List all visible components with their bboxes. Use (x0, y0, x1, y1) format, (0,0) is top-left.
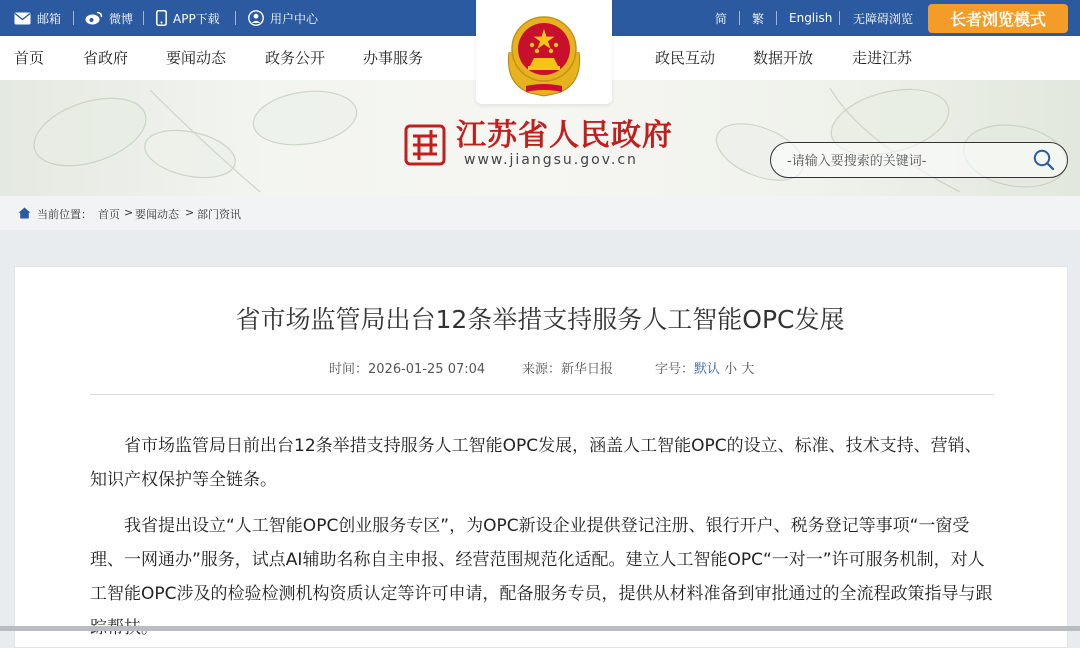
breadcrumb-separator: > (124, 206, 134, 219)
breadcrumb-current[interactable]: 部门资讯 (197, 208, 241, 221)
divider (739, 11, 740, 25)
font-size-small[interactable]: 小 (724, 362, 738, 377)
article-title: 省市场监管局出台12条举措支持服务人工智能OPC发展 (235, 305, 845, 334)
font-size-label: 字号： (655, 362, 695, 377)
divider (776, 11, 777, 25)
national-emblem[interactable] (476, 0, 612, 104)
article-time (329, 358, 485, 377)
divider (73, 11, 74, 25)
phone-icon (156, 10, 167, 26)
font-size-control (655, 358, 754, 377)
source-value: 新华日报 (561, 362, 614, 377)
nav-item-open-data[interactable]: 数据开放 (753, 49, 814, 67)
divider (839, 11, 840, 25)
weibo-label: 微博 (109, 11, 134, 26)
article-source (522, 358, 613, 377)
traditional-chinese-link[interactable] (752, 0, 764, 36)
accessible-browsing-link[interactable] (853, 0, 913, 36)
simplified-label: 简 (715, 11, 728, 26)
time-value: 2026-01-25 07:04 (368, 362, 486, 377)
accessible-label: 无障碍浏览 (853, 11, 914, 26)
nav-item-services[interactable]: 办事服务 (363, 49, 424, 67)
nav-item-about-jiangsu[interactable]: 走进江苏 (852, 49, 913, 67)
nav-item-provincial-gov[interactable]: 省政府 (83, 49, 129, 67)
site-url: www.jiangsu.gov.cn (464, 152, 638, 168)
site-title: 江苏省人民政府 (456, 118, 673, 153)
article-paragraph: 省市场监管局日前出台12条举措支持服务人工智能OPC发展，涵盖人工智能OPC的设立、标准、技术支持、营销、知识产权保护等全链条。 (90, 436, 982, 490)
jiangsu-logo-icon (404, 124, 446, 166)
app-download-label: APP下载 (173, 11, 220, 26)
nav-item-home[interactable]: 首页 (14, 49, 45, 67)
font-size-default[interactable]: 默认 (694, 362, 721, 377)
search-input[interactable] (785, 149, 1029, 173)
breadcrumb (0, 196, 1080, 230)
divider (235, 11, 236, 25)
home-icon (18, 207, 31, 219)
font-size-large[interactable]: 大 (741, 362, 755, 377)
search-box (770, 142, 1068, 178)
simplified-chinese-link[interactable] (715, 0, 727, 36)
weibo-link[interactable] (85, 0, 133, 36)
nav-item-interaction[interactable]: 政民互动 (655, 49, 716, 67)
breadcrumb-label: 当前位置： (37, 208, 92, 221)
source-label: 来源： (522, 362, 562, 377)
traditional-label: 繁 (752, 11, 765, 26)
breadcrumb-separator: > (185, 206, 195, 219)
weibo-icon (85, 11, 103, 25)
nav-item-news[interactable]: 要闻动态 (166, 49, 227, 67)
article-paragraph: 我省提出设立“人工智能OPC创业服务专区”，为OPC新设企业提供登记注册、银行开户、税务登记等事项“一窗受理、一网通办”服务，试点AI辅助名称自主申报、经营范围规范化适配。建立人工智能OPC“一对一”许可服务机制，对人工智能OPC涉及的检验检测机构资质认定等许可申请，配备服务专员，提供从材料准备到审批通过的全流程政策指导与跟 (90, 516, 993, 604)
nav-item-gov-affairs[interactable]: 政务公开 (265, 49, 326, 67)
english-link[interactable] (789, 0, 832, 36)
national-emblem-icon (476, 0, 612, 100)
user-icon (248, 10, 264, 26)
time-label: 时间： (329, 362, 369, 377)
search-icon[interactable] (1033, 149, 1055, 171)
page-bottom-edge (0, 626, 1080, 631)
mail-link[interactable] (14, 0, 61, 36)
article-divider (90, 394, 994, 395)
mail-icon (14, 12, 31, 25)
divider (143, 11, 144, 25)
mail-label: 邮箱 (37, 11, 62, 26)
user-center-link[interactable] (248, 0, 318, 36)
app-download-link[interactable] (156, 0, 220, 36)
breadcrumb-news[interactable]: 要闻动态 (135, 208, 179, 221)
english-label: English (789, 11, 833, 25)
elder-mode-button[interactable]: 长者浏览模式 (928, 4, 1068, 33)
breadcrumb-home[interactable]: 首页 (98, 208, 120, 221)
user-center-label: 用户中心 (270, 11, 319, 26)
